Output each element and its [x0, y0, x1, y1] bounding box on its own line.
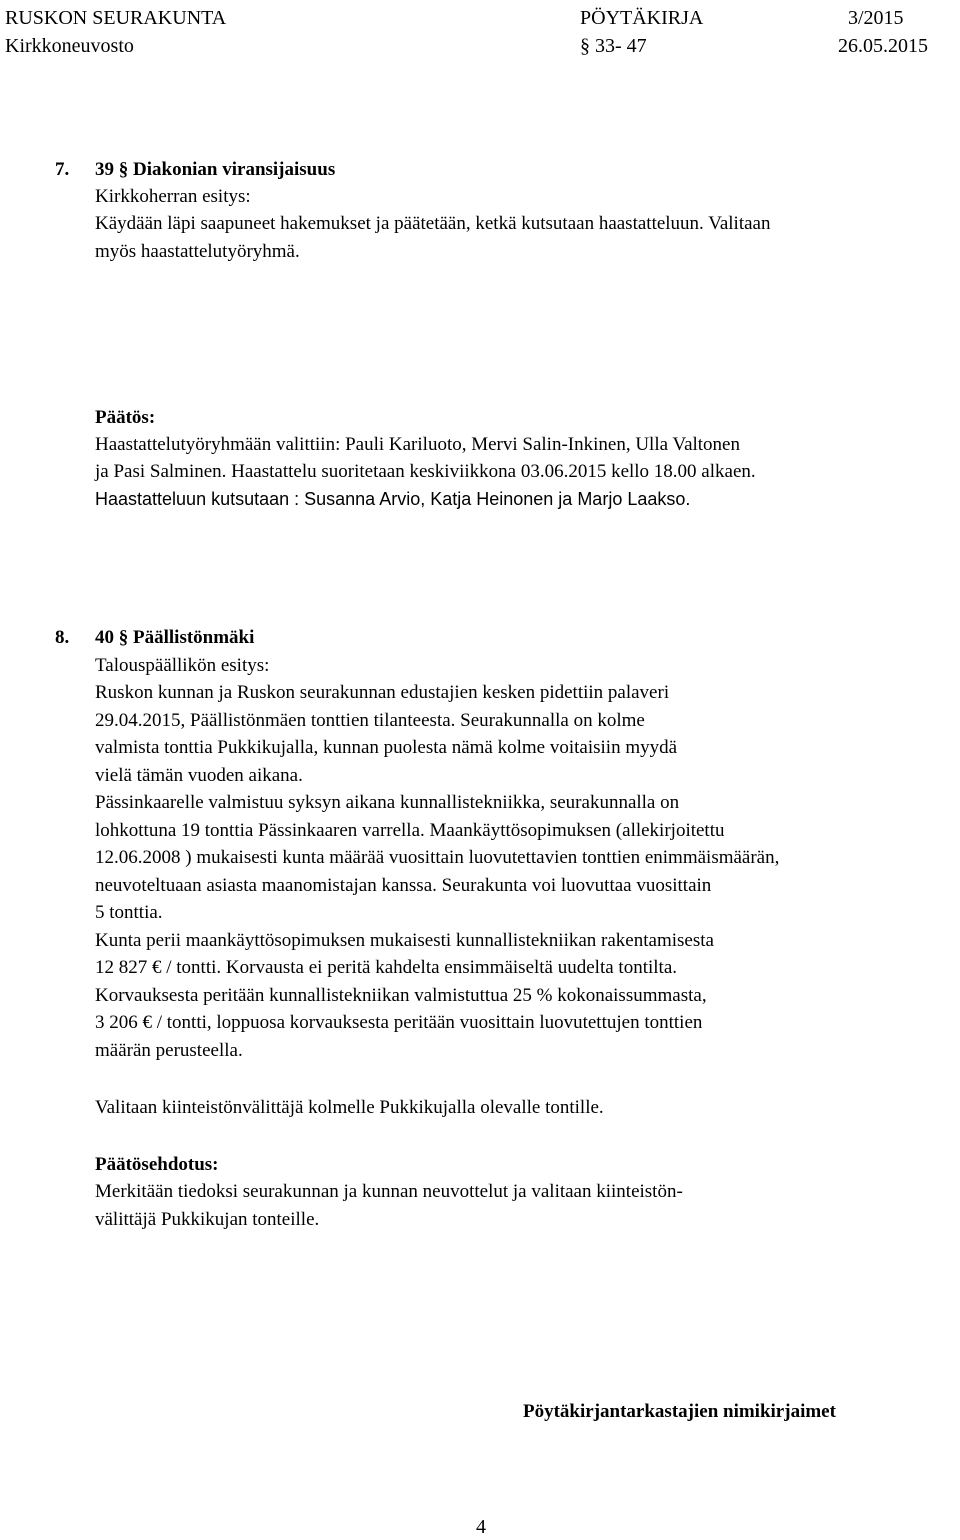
proposal-line: Käydään läpi saapuneet hakemukset ja päätetään, ketkä kutsutaan haastatteluun. Valitaan: [95, 213, 771, 234]
body-line: vielä tämän vuoden aikana.: [95, 765, 303, 786]
extra-line: Valitaan kiinteistönvälittäjä kolmelle Pukkikujalla olevalle tontille.: [95, 1097, 604, 1118]
decision-label: Päätös:: [95, 407, 156, 428]
section-range: § 33- 47: [580, 35, 647, 57]
page-number: 4: [476, 1516, 486, 1538]
proposer-label: Kirkkoherran esitys:: [95, 186, 251, 207]
body-line: lohkottuna 19 tonttia Pässinkaaren varrella. Maankäyttösopimuksen (allekirjoitettu: [95, 820, 725, 841]
paragraph-number: 39: [95, 159, 114, 180]
section-symbol-icon: §: [580, 35, 590, 57]
section-heading: [95, 624, 254, 652]
proposal-line: välittäjä Pukkikujan tonteille.: [95, 1209, 320, 1230]
section-number: 7.: [55, 159, 70, 180]
proposal-line: Merkitään tiedoksi seurakunnan ja kunnan neuvottelut ja valitaan kiinteistön-: [95, 1181, 683, 1202]
signatures-label: Pöytäkirjantarkastajien nimikirjaimet: [523, 1401, 836, 1422]
body-line: Pässinkaarelle valmistuu syksyn aikana kunnallistekniikka, seurakunnalla on: [95, 792, 680, 813]
doc-type: PÖYTÄKIRJA: [580, 7, 704, 29]
section-title: Päällistönmäki: [133, 627, 255, 648]
proposer-label: Talouspäällikön esitys:: [95, 655, 270, 676]
body-line: valmista tonttia Pukkikujalla, kunnan puolesta nämä kolme voitaisiin myydä: [95, 737, 678, 758]
paragraph-number: 40: [95, 627, 114, 648]
section-number: 8.: [55, 627, 70, 648]
body-line: 12 827 € / tontti. Korvausta ei peritä kahdelta ensimmäiseltä uudelta tontilta.: [95, 957, 677, 978]
doc-number: 3/2015: [848, 7, 904, 29]
meeting-body: Kirkkoneuvosto: [5, 35, 134, 57]
section-symbol-icon: §: [118, 627, 129, 648]
body-line: 3 206 € / tontti, loppuosa korvauksesta peritään vuosittain luovutettujen tonttien: [95, 1012, 703, 1033]
body-line: määrän perusteella.: [95, 1040, 243, 1061]
body-line: Kunta perii maankäyttösopimuksen mukaisesti kunnallistekniikan rakentamisesta: [95, 930, 714, 951]
section-symbol-icon: §: [118, 159, 129, 180]
body-line: 29.04.2015, Päällistönmäen tonttien tilanteesta. Seurakunnalla on kolme: [95, 710, 645, 731]
proposal-line: myös haastattelutyöryhmä.: [95, 241, 300, 262]
proposal-label: Päätösehdotus:: [95, 1154, 219, 1175]
decision-line: ja Pasi Salminen. Haastattelu suoritetaan keskiviikkona 03.06.2015 kello 18.00 alkaen.: [95, 461, 756, 482]
body-line: 5 tonttia.: [95, 902, 163, 923]
body-line: neuvoteltuaan asiasta maanomistajan kanssa. Seurakunta voi luovuttaa vuosittain: [95, 875, 712, 896]
org-name: RUSKON SEURAKUNTA: [5, 7, 227, 29]
decision-line: Haastattelutyöryhmään valittiin: Pauli Kariluoto, Mervi Salin-Inkinen, Ulla Valtonen: [95, 434, 740, 455]
body-line: 12.06.2008 ) mukaisesti kunta määrää vuosittain luovutettavien tonttien enimmäismäärän,: [95, 847, 780, 868]
meeting-date: 26.05.2015: [838, 35, 928, 57]
decision-line: Haastatteluun kutsutaan : Susanna Arvio, Katja Heinonen ja Marjo Laakso.: [95, 489, 691, 509]
body-line: Korvauksesta peritään kunnallistekniikan valmistuttua 25 % kokonaissummasta,: [95, 985, 707, 1006]
section-title: Diakonian viransijaisuus: [133, 159, 336, 180]
body-line: Ruskon kunnan ja Ruskon seurakunnan edustajien kesken pidettiin palaveri: [95, 682, 670, 703]
section-heading: [95, 156, 335, 184]
